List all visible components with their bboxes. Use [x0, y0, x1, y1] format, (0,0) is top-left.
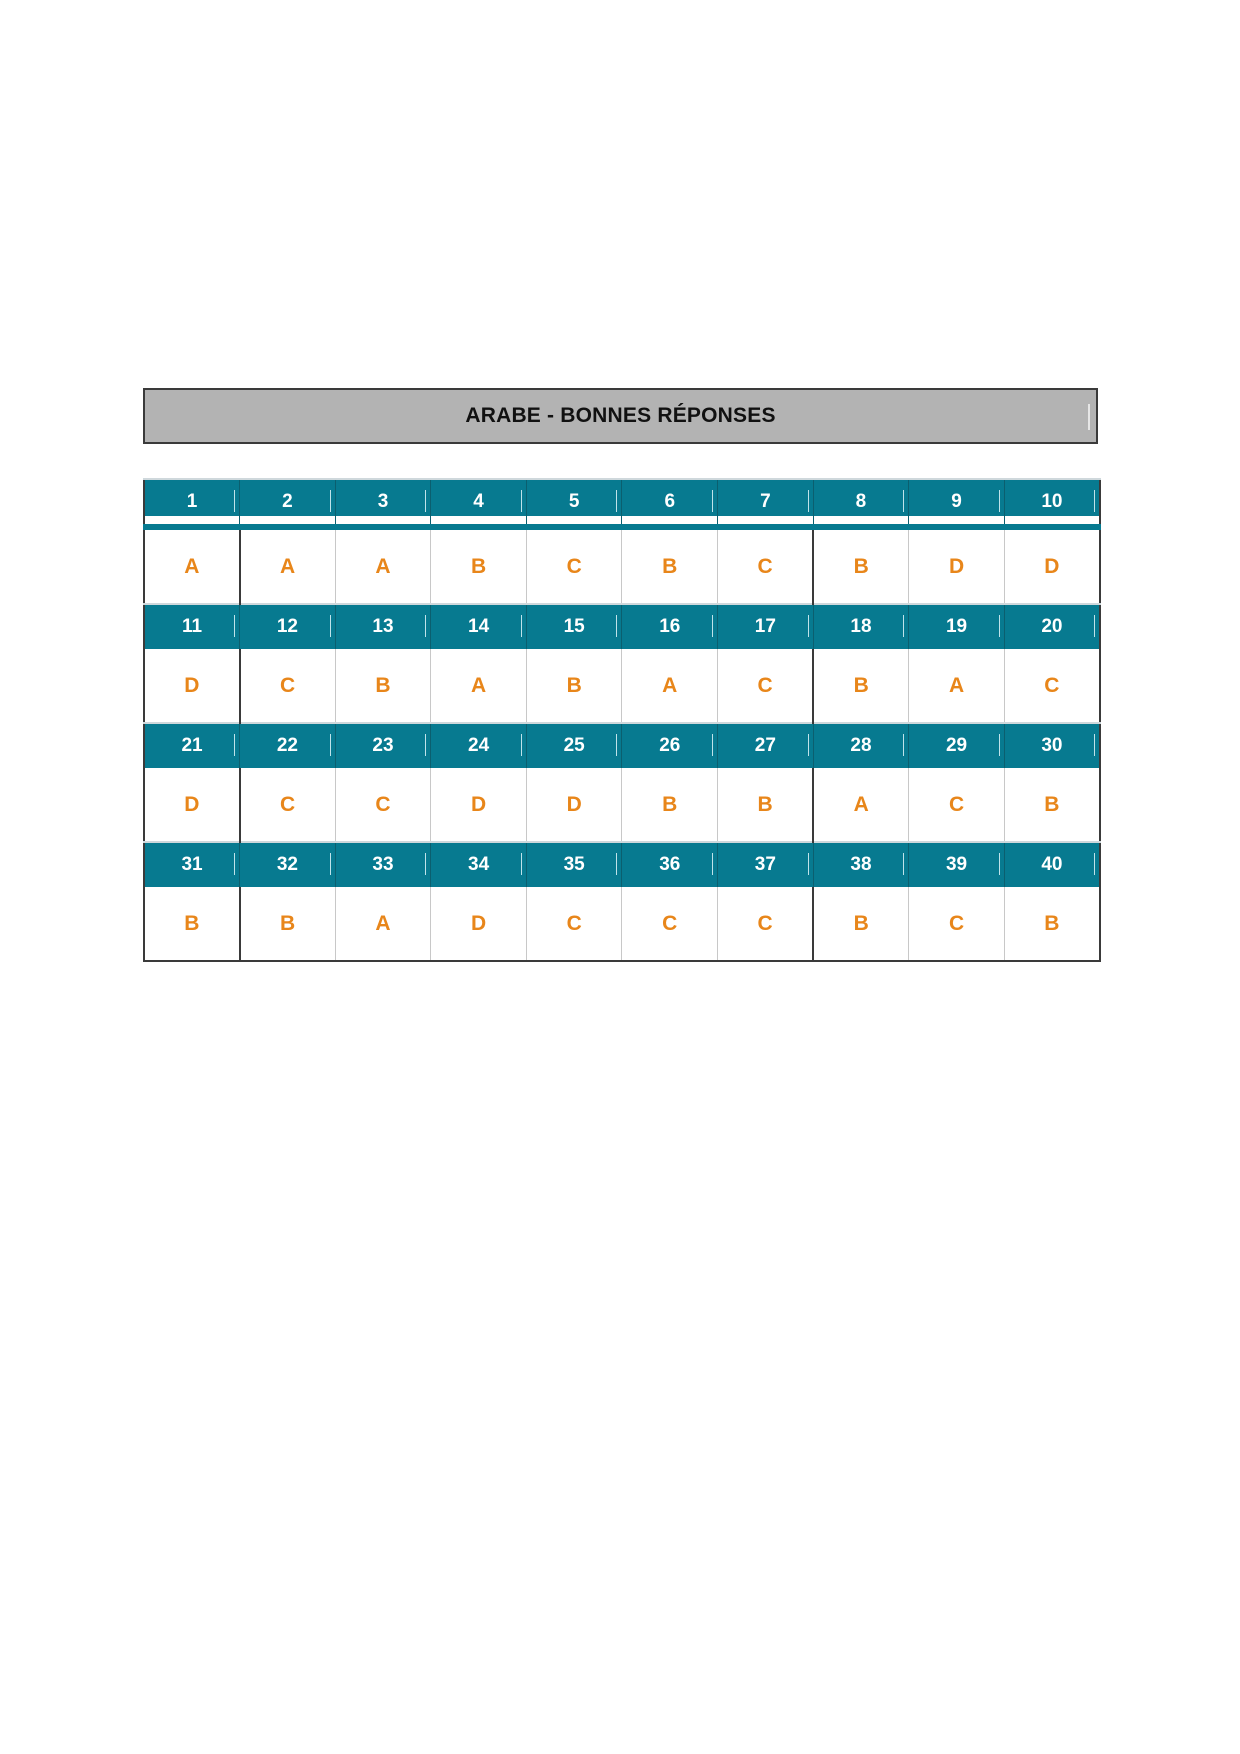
question-number: 14	[468, 616, 490, 637]
answer-cell: A	[335, 887, 431, 961]
question-number: 38	[850, 854, 872, 875]
answer-cell: C	[909, 768, 1005, 842]
question-number: 28	[850, 735, 872, 756]
question-number: 23	[372, 735, 394, 756]
question-number-cell	[144, 842, 240, 887]
cell-divider	[999, 490, 1000, 512]
question-number-cell	[1004, 479, 1100, 527]
question-number: 34	[468, 854, 490, 875]
cell-divider	[330, 615, 331, 637]
answer-cell: B	[813, 887, 909, 961]
question-number-cell	[335, 723, 431, 768]
answer-cell: C	[526, 887, 622, 961]
cell-divider	[1094, 615, 1095, 637]
question-number: 37	[754, 854, 776, 875]
question-number-cell	[335, 479, 431, 527]
answer-cell: C	[718, 649, 814, 723]
answer-cell: C	[335, 768, 431, 842]
answer-cell: A	[240, 527, 336, 604]
question-number: 17	[754, 616, 776, 637]
question-number-cell	[718, 723, 814, 768]
question-number-cell	[240, 723, 336, 768]
question-number-row	[144, 842, 1100, 887]
cell-divider	[425, 490, 426, 512]
cell-divider	[521, 615, 522, 637]
cell-divider	[521, 853, 522, 875]
question-number-cell	[909, 479, 1005, 527]
answer-cell: C	[718, 887, 814, 961]
answer-cell: C	[622, 887, 718, 961]
cell-divider	[616, 615, 617, 637]
cell-divider	[1094, 853, 1095, 875]
answer-cell: D	[144, 649, 240, 723]
answer-cell: B	[526, 649, 622, 723]
question-number-cell	[813, 842, 909, 887]
question-number: 32	[276, 854, 298, 875]
question-number: 26	[659, 735, 681, 756]
answer-cell: B	[144, 887, 240, 961]
question-number-cell	[144, 723, 240, 768]
question-number: 27	[754, 735, 776, 756]
answer-cell: B	[622, 527, 718, 604]
cell-divider	[425, 734, 426, 756]
question-number-cell	[526, 479, 622, 527]
question-number: 8	[855, 491, 867, 512]
cell-divider	[330, 853, 331, 875]
question-number-cell	[909, 842, 1005, 887]
question-number-cell	[431, 842, 527, 887]
cell-divider	[808, 734, 809, 756]
cell-divider	[903, 853, 904, 875]
cell-divider	[521, 734, 522, 756]
question-number-cell	[335, 604, 431, 649]
question-number: 18	[850, 616, 872, 637]
question-number-cell	[718, 604, 814, 649]
cell-divider	[1094, 734, 1095, 756]
answer-cell: A	[622, 649, 718, 723]
cell-divider	[903, 615, 904, 637]
question-number: 1	[186, 491, 198, 512]
question-number-cell	[1004, 604, 1100, 649]
answer-cell: D	[526, 768, 622, 842]
cell-divider	[808, 615, 809, 637]
question-number: 13	[372, 616, 394, 637]
answer-cell: C	[240, 768, 336, 842]
answer-row	[144, 527, 1100, 604]
cell-divider	[234, 853, 235, 875]
answer-cell: C	[526, 527, 622, 604]
page-title: ARABE - BONNES RÉPONSES	[465, 404, 776, 427]
answer-key-body	[144, 479, 1100, 961]
question-number-cell	[240, 479, 336, 527]
cell-divider	[330, 734, 331, 756]
question-number-cell	[909, 604, 1005, 649]
answer-cell: B	[431, 527, 527, 604]
question-number-cell	[335, 842, 431, 887]
answer-cell: B	[335, 649, 431, 723]
cell-divider	[712, 853, 713, 875]
question-number-cell	[1004, 723, 1100, 768]
cell-divider	[808, 853, 809, 875]
question-number-cell	[526, 604, 622, 649]
answer-cell: A	[431, 649, 527, 723]
question-number: 16	[659, 616, 681, 637]
question-number: 29	[945, 735, 968, 756]
question-number-cell	[526, 842, 622, 887]
cell-divider	[425, 615, 426, 637]
question-number-cell	[144, 604, 240, 649]
question-number-cell	[718, 479, 814, 527]
cell-divider	[712, 615, 713, 637]
answer-cell: D	[909, 527, 1005, 604]
question-number: 19	[945, 616, 968, 637]
answer-cell: C	[240, 649, 336, 723]
question-number-cell	[622, 604, 718, 649]
question-number: 35	[563, 854, 585, 875]
question-number-cell	[431, 479, 527, 527]
cell-divider	[712, 490, 713, 512]
question-number: 31	[181, 854, 203, 875]
cell-divider	[903, 490, 904, 512]
answer-row	[144, 887, 1100, 961]
answer-cell: D	[431, 887, 527, 961]
question-number: 36	[659, 854, 681, 875]
question-number-cell	[431, 723, 527, 768]
question-number-cell	[622, 842, 718, 887]
question-number-cell	[431, 604, 527, 649]
question-number-cell	[909, 723, 1005, 768]
question-number: 7	[760, 491, 771, 512]
answer-cell: B	[813, 649, 909, 723]
cell-divider	[999, 615, 1000, 637]
question-number: 21	[181, 735, 203, 756]
cell-divider	[808, 490, 809, 512]
question-number-cell	[622, 723, 718, 768]
question-number: 33	[372, 854, 394, 875]
cell-divider	[616, 734, 617, 756]
question-number: 11	[182, 616, 203, 637]
question-number: 39	[945, 854, 968, 875]
question-number-row	[144, 723, 1100, 768]
answer-cell: D	[431, 768, 527, 842]
answer-cell: C	[718, 527, 814, 604]
question-number: 20	[1041, 616, 1063, 637]
question-number: 25	[563, 735, 585, 756]
question-number-row	[144, 479, 1100, 527]
answer-key-table	[143, 478, 1101, 962]
answer-cell: B	[718, 768, 814, 842]
answer-cell: A	[909, 649, 1005, 723]
question-number-cell	[240, 604, 336, 649]
question-number-cell	[1004, 842, 1100, 887]
question-number-cell	[526, 723, 622, 768]
cell-divider	[616, 853, 617, 875]
answer-cell: C	[909, 887, 1005, 961]
question-number-cell	[813, 723, 909, 768]
cell-divider	[234, 615, 235, 637]
question-number: 2	[282, 491, 293, 512]
cell-divider	[903, 734, 904, 756]
question-number: 12	[276, 616, 298, 637]
cell-divider	[712, 734, 713, 756]
answer-cell: D	[144, 768, 240, 842]
question-number-cell	[240, 842, 336, 887]
question-number: 9	[951, 491, 962, 512]
answer-cell: B	[1004, 887, 1100, 961]
cell-divider	[999, 734, 1000, 756]
question-number-row	[144, 604, 1100, 649]
cell-divider	[616, 490, 617, 512]
question-number-cell	[622, 479, 718, 527]
question-number-cell	[144, 479, 240, 527]
answer-cell: B	[240, 887, 336, 961]
question-number: 10	[1041, 491, 1063, 512]
answer-cell: C	[1004, 649, 1100, 723]
answer-row	[144, 649, 1100, 723]
answer-cell: D	[1004, 527, 1100, 604]
question-number-cell	[718, 842, 814, 887]
cell-divider	[330, 490, 331, 512]
question-number: 3	[377, 491, 389, 512]
question-number: 40	[1041, 854, 1063, 875]
title-banner	[143, 388, 1098, 444]
cell-divider	[521, 490, 522, 512]
answer-row	[144, 768, 1100, 842]
answer-cell: A	[813, 768, 909, 842]
title-divider	[1088, 404, 1090, 430]
question-number: 5	[568, 491, 580, 512]
question-number: 22	[276, 735, 298, 756]
answer-cell: A	[335, 527, 431, 604]
cell-divider	[234, 490, 235, 512]
cell-divider	[425, 853, 426, 875]
question-number: 6	[664, 491, 676, 512]
question-number: 24	[468, 735, 490, 756]
question-number-cell	[813, 604, 909, 649]
question-number-cell	[813, 479, 909, 527]
answer-cell: B	[622, 768, 718, 842]
cell-divider	[234, 734, 235, 756]
answer-cell: B	[813, 527, 909, 604]
question-number: 4	[473, 491, 484, 512]
answer-cell: A	[144, 527, 240, 604]
cell-divider	[999, 853, 1000, 875]
question-number: 30	[1041, 735, 1063, 756]
cell-divider	[1094, 490, 1095, 512]
question-number: 15	[563, 616, 585, 637]
answer-cell: B	[1004, 768, 1100, 842]
